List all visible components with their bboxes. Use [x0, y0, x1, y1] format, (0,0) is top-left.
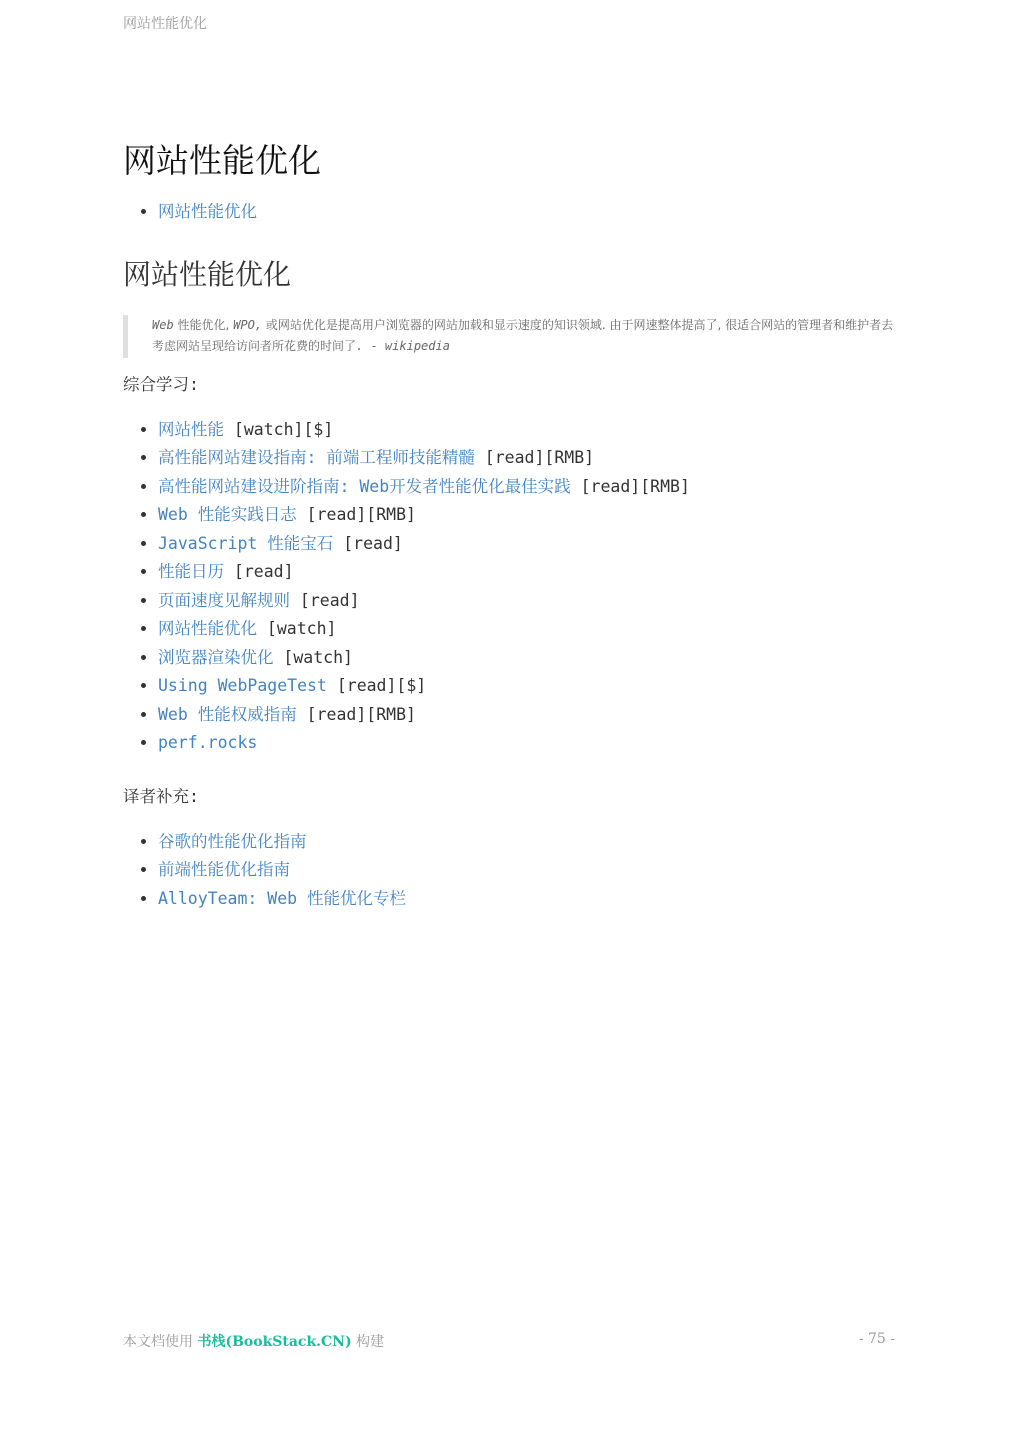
resource-tag: [read][RMB] — [296, 704, 416, 724]
footer-prefix: 本文档使用 — [123, 1334, 198, 1350]
list-item — [158, 587, 895, 616]
list-item — [158, 828, 895, 857]
resource-link[interactable]: Web 性能权威指南 — [158, 704, 297, 724]
resource-tag: [watch][$] — [224, 419, 334, 439]
section-title: 网站性能优化 — [123, 257, 292, 291]
footer-suffix: 构建 — [351, 1334, 385, 1350]
toc-link[interactable]: 网站性能优化 — [158, 202, 257, 221]
general-learning-list — [123, 416, 895, 758]
page-number: - 75 - — [858, 1331, 895, 1347]
resource-tag: [read] — [333, 533, 403, 553]
quote-part: WPO, — [233, 317, 263, 332]
resource-link[interactable]: perf.rocks — [158, 733, 258, 752]
resource-link[interactable]: 网站性能优化 — [158, 619, 257, 638]
list-item — [158, 885, 895, 914]
resource-tag: [read][RMB] — [570, 476, 690, 496]
running-header: 网站性能优化 — [123, 16, 207, 32]
resource-link[interactable]: 页面速度见解规则 — [158, 590, 290, 610]
quote-part: 或网站优化是提高用户浏览器的网站加载和显示速度的知识领域. 由于网速整体提高了, 很适合网站的管理者和维护者去考虑网站呈现给访问者所花费的时间了 — [152, 317, 894, 353]
list-item — [158, 501, 895, 530]
list-item — [158, 644, 895, 673]
translator-additions-list — [123, 828, 895, 914]
resource-tag: [read][RMB] — [296, 505, 416, 524]
resource-link[interactable]: 浏览器渲染优化 — [158, 647, 274, 667]
resource-link[interactable]: Using WebPageTest — [158, 676, 327, 695]
resource-tag: [watch] — [257, 619, 337, 638]
quote-part: 性能优化, — [173, 317, 234, 332]
list-item — [158, 416, 895, 445]
translator-additions-label: 译者补充: — [123, 786, 199, 806]
list-item — [158, 729, 895, 758]
wikipedia-quote — [123, 315, 895, 358]
table-of-contents — [123, 198, 895, 227]
resource-tag: [read][$] — [326, 676, 427, 695]
page-title: 网站性能优化 — [123, 141, 321, 180]
list-item — [158, 672, 895, 701]
list-item — [158, 473, 895, 502]
resource-link[interactable]: 谷歌的性能优化指南 — [158, 831, 307, 851]
toc-item — [158, 198, 895, 227]
document-content — [123, 138, 895, 913]
bookstack-brand-link[interactable]: 书栈(BookStack.CN) — [197, 1334, 352, 1350]
list-item — [158, 530, 895, 559]
page-footer — [123, 1331, 384, 1351]
resource-tag: [watch] — [273, 647, 353, 667]
list-item — [158, 444, 895, 473]
resource-tag: [read] — [290, 590, 360, 610]
resource-link[interactable]: 高性能网站建设指南: 前端工程师技能精髓 — [158, 448, 475, 467]
resource-link[interactable]: Web 性能实践日志 — [158, 505, 297, 524]
quote-part: Web — [152, 317, 174, 332]
resource-link[interactable]: AlloyTeam: Web 性能优化专栏 — [158, 888, 407, 908]
list-item — [158, 701, 895, 730]
list-item — [158, 856, 895, 885]
resource-link[interactable]: 前端性能优化指南 — [158, 860, 290, 879]
general-learning-label: 综合学习: — [123, 374, 199, 394]
list-item — [158, 615, 895, 644]
resource-tag: [read] — [224, 562, 294, 581]
resource-link[interactable]: JavaScript 性能宝石 — [158, 533, 334, 553]
resource-link[interactable]: 高性能网站建设进阶指南: Web开发者性能优化最佳实践 — [158, 476, 571, 496]
resource-link[interactable]: 网站性能 — [158, 419, 224, 439]
resource-link[interactable]: 性能日历 — [158, 562, 224, 581]
list-item — [158, 558, 895, 587]
resource-tag: [read][RMB] — [474, 448, 595, 467]
quote-part: . - wikipedia — [356, 339, 450, 353]
